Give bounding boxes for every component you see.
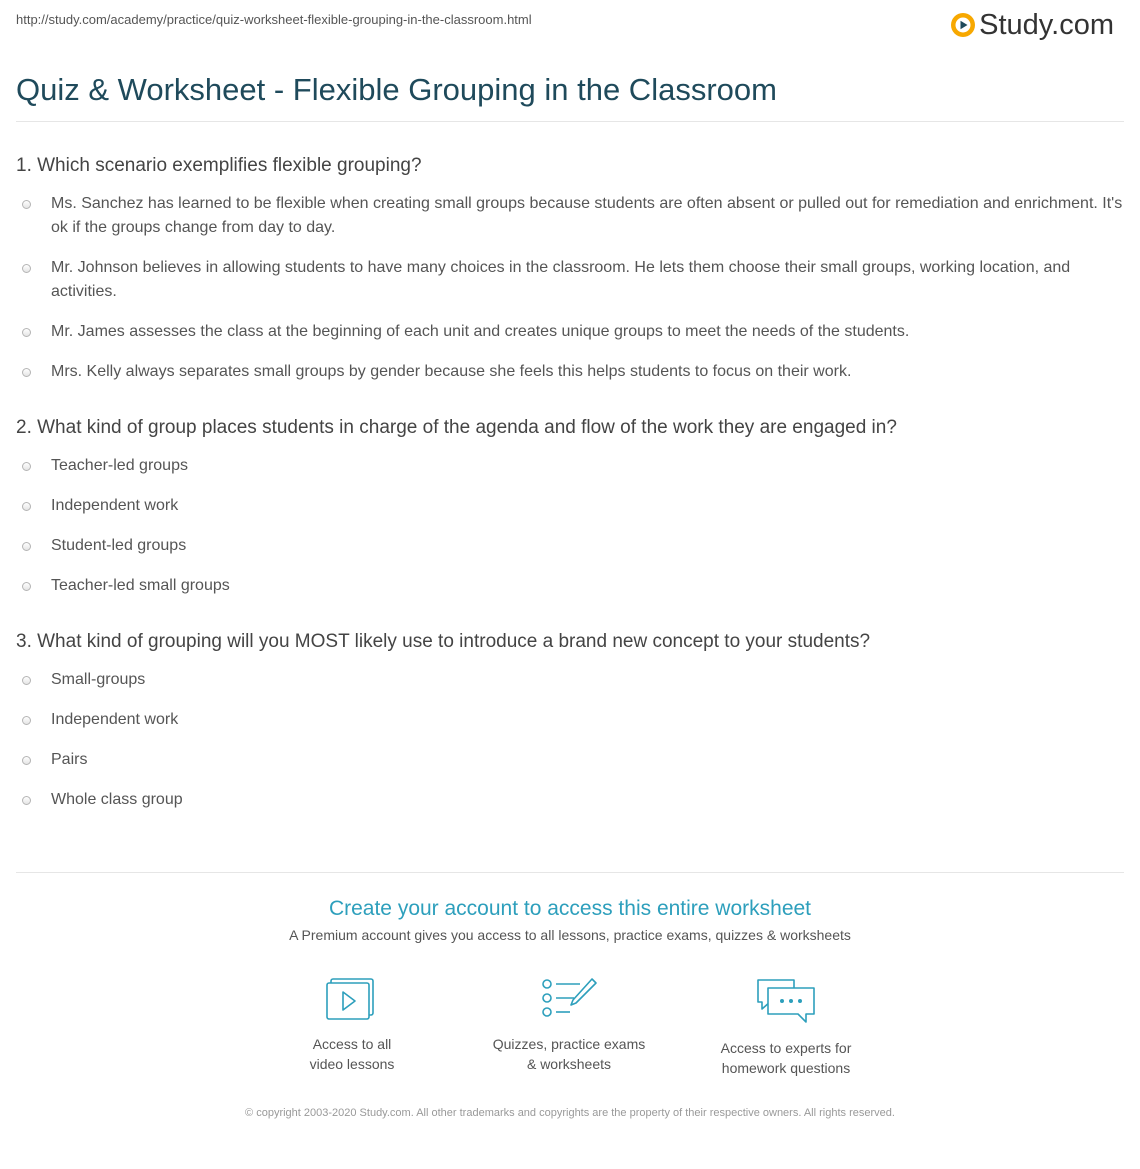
answer-option[interactable] (16, 256, 1126, 304)
feature-quizzes (469, 976, 669, 1074)
radio-button[interactable] (22, 796, 31, 805)
answer-option[interactable] (16, 494, 1126, 518)
answer-text: Teacher-led small groups (51, 577, 230, 594)
copyright-footer: © copyright 2003-2020 Study.com. All other trademarks and copyrights are the property of their respective owners. All rights reserved. (245, 1107, 895, 1119)
radio-button[interactable] (22, 756, 31, 765)
feature-video-lessons (252, 976, 452, 1074)
chat-experts-icon (754, 976, 818, 1026)
radio-button[interactable] (22, 502, 31, 511)
question-text: 1. Which scenario exemplifies flexible grouping? (16, 155, 422, 176)
feature-experts (686, 976, 886, 1078)
radio-button[interactable] (22, 462, 31, 471)
cta-divider (16, 872, 1124, 873)
radio-button[interactable] (22, 368, 31, 377)
answer-option[interactable] (16, 668, 1126, 692)
answer-text: Mr. Johnson believes in allowing students to have many choices in the classroom. He lets them choose their small groups, working location, and activities. (51, 259, 1071, 300)
answer-text: Independent work (51, 497, 179, 514)
quiz-checklist-icon (540, 976, 598, 1022)
page-url: http://study.com/academy/practice/quiz-worksheet-flexible-grouping-in-the-classroom.html (16, 12, 532, 27)
answer-text: Student-led groups (51, 537, 187, 554)
feature-label-line1: Quizzes, practice exams (492, 1036, 646, 1052)
radio-button[interactable] (22, 542, 31, 551)
question-list (16, 150, 1126, 828)
feature-label-line1: Access to experts for (720, 1040, 852, 1056)
title-divider (16, 121, 1124, 122)
question-text: 2. What kind of group places students in charge of the agenda and flow of the work they are engaged in? (16, 417, 897, 438)
radio-button[interactable] (22, 264, 31, 273)
page-title: Quiz & Worksheet - Flexible Grouping in the Classroom (16, 72, 777, 107)
page-header (0, 0, 1140, 50)
answer-option[interactable] (16, 534, 1126, 558)
answer-text: Ms. Sanchez has learned to be flexible when creating small groups because students are often absent or pulled out for remediation and enrichment. It's ok if the groups change from day to day. (51, 195, 1123, 236)
feature-label-line1: Access to all (312, 1036, 392, 1052)
question-2 (16, 412, 1126, 598)
radio-button[interactable] (22, 328, 31, 337)
question-text: 3. What kind of grouping will you MOST likely use to introduce a brand new concept to your students? (16, 631, 871, 652)
answer-text: Teacher-led groups (51, 457, 188, 474)
cta-title[interactable]: Create your account to access this entire worksheet (328, 897, 812, 920)
radio-button[interactable] (22, 716, 31, 725)
study-logo[interactable] (950, 8, 1114, 42)
answer-text: Pairs (51, 751, 88, 768)
feature-label-line2: homework questions (721, 1060, 851, 1076)
answer-option[interactable] (16, 788, 1126, 812)
question-3 (16, 626, 1126, 812)
video-lessons-icon (325, 976, 379, 1022)
feature-label-line2: video lessons (309, 1056, 395, 1072)
answer-text: Small-groups (51, 671, 146, 688)
answer-option[interactable] (16, 748, 1126, 772)
answer-option[interactable] (16, 708, 1126, 732)
answer-text: Mrs. Kelly always separates small groups by gender because she feels this helps students to focus on their work. (51, 363, 852, 380)
answer-option[interactable] (16, 320, 1126, 344)
answer-text: Whole class group (51, 791, 183, 808)
feature-label-line2: & worksheets (526, 1056, 612, 1072)
radio-button[interactable] (22, 200, 31, 209)
answer-option[interactable] (16, 360, 1126, 384)
cta-subtitle: A Premium account gives you access to all lessons, practice exams, quizzes & worksheets (289, 927, 851, 943)
answer-text: Mr. James assesses the class at the beginning of each unit and creates unique groups to meet the needs of the students. (51, 323, 910, 340)
answer-text: Independent work (51, 711, 179, 728)
answer-option[interactable] (16, 454, 1126, 478)
answer-option[interactable] (16, 192, 1126, 240)
logo-wordmark: Study.com (979, 9, 1114, 41)
radio-button[interactable] (22, 676, 31, 685)
radio-button[interactable] (22, 582, 31, 591)
question-1 (16, 150, 1126, 384)
answer-option[interactable] (16, 574, 1126, 598)
play-logo-icon (950, 12, 976, 38)
